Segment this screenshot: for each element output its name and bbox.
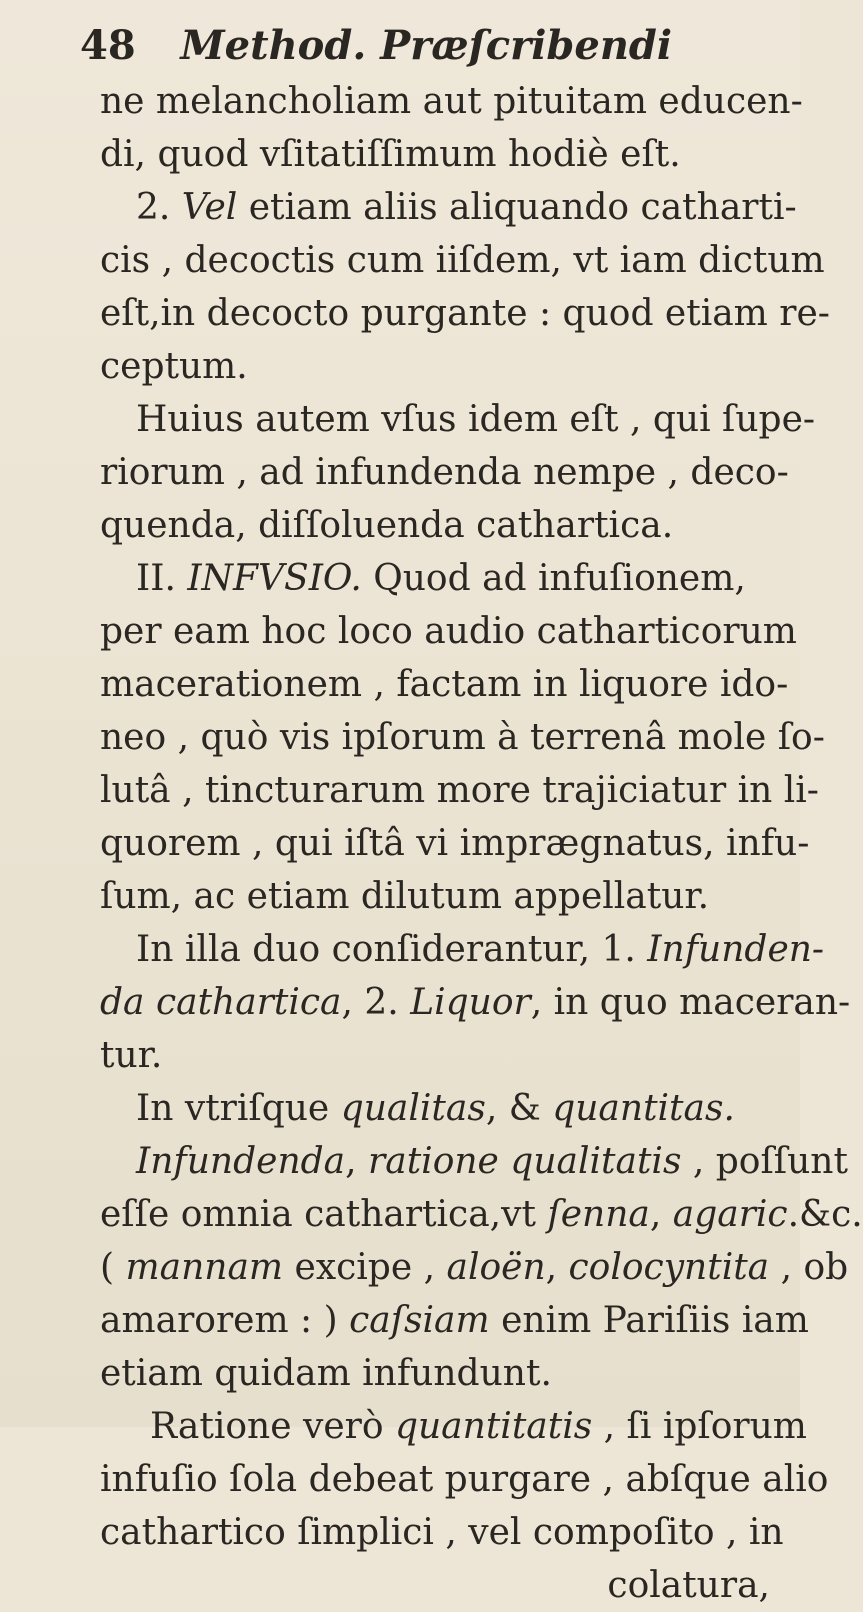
body-text: [100, 75, 863, 1612]
text-segment: .&c.: [787, 1194, 863, 1235]
italic-text: mannam: [125, 1247, 284, 1288]
text-segment: ne melancholiam aut pituitam educen-: [100, 81, 803, 122]
text-segment: (: [100, 1247, 126, 1288]
text-segment: II.: [136, 558, 188, 599]
text-line: [100, 446, 800, 499]
text-line: [100, 764, 819, 817]
text-segment: , poſſunt: [681, 1141, 848, 1182]
text-segment: Ratione verò: [150, 1406, 395, 1447]
italic-text: ratione qualitatis: [368, 1141, 682, 1182]
text-segment: quorem , qui iſtâ vi imprægnatus, infu-: [100, 823, 810, 864]
italic-text: INFVSIO.: [187, 558, 362, 599]
text-line: [100, 1241, 849, 1294]
text-line: [100, 976, 851, 1029]
text-line: [100, 1135, 848, 1188]
italic-text: Liquor: [410, 982, 531, 1023]
italic-text: da cathartica: [100, 982, 342, 1023]
text-line: [100, 817, 810, 870]
text-line: [100, 499, 800, 552]
text-segment: cis , decoctis cum iiſdem, vt iam dictum: [100, 240, 825, 281]
text-segment: 2.: [136, 187, 182, 228]
text-line: [100, 1029, 800, 1082]
text-line: [100, 287, 830, 340]
text-line: [100, 75, 803, 128]
text-segment: etiam aliis aliquando catharti-: [237, 187, 797, 228]
page-header: [80, 18, 760, 74]
text-segment: Huius autem vſus idem eſt , qui ſupe-: [136, 399, 816, 440]
text-segment: eſt,in decocto purgante : quod etiam re-: [100, 293, 830, 334]
running-title: Method. Præſcribendi: [180, 22, 673, 69]
text-segment: etiam quidam infundunt.: [100, 1353, 552, 1394]
text-line: [100, 605, 800, 658]
text-segment: , &: [485, 1088, 553, 1129]
text-segment: ,: [545, 1247, 569, 1288]
text-segment: ,: [345, 1141, 369, 1182]
text-segment: neo , quò vis ipſorum à terrenâ mole ſo-: [100, 717, 825, 758]
italic-text: aloën: [446, 1247, 546, 1288]
text-segment: macerationem , factam in liquore ido-: [100, 664, 789, 705]
text-segment: amarorem : ): [100, 1300, 350, 1341]
text-line: [100, 658, 800, 711]
text-line: [100, 1082, 800, 1135]
text-segment: In illa duo conſiderantur, 1.: [136, 929, 648, 970]
text-segment: excipe ,: [283, 1247, 447, 1288]
italic-text: agaric: [672, 1194, 788, 1235]
text-segment: per eam hoc loco audio catharticorum: [100, 611, 797, 652]
italic-text: caſsiam: [349, 1300, 490, 1341]
italic-text: Vel: [181, 187, 238, 228]
text-segment: Quod ad infuſionem,: [361, 558, 746, 599]
text-line: [100, 1400, 807, 1453]
text-line: [100, 1559, 800, 1612]
text-segment: ceptum.: [100, 346, 248, 387]
italic-text: Infundenda: [136, 1141, 346, 1182]
text-segment: enim Pariſiis iam: [489, 1300, 809, 1341]
page-number: 48: [80, 22, 136, 69]
italic-text: ſenna: [547, 1194, 650, 1235]
text-segment: tur.: [100, 1035, 163, 1076]
text-line: [100, 552, 800, 605]
text-segment: riorum , ad infundenda nempe , deco-: [100, 452, 789, 493]
text-segment: In vtriſque: [136, 1088, 341, 1129]
italic-text: quantitatis: [394, 1406, 593, 1447]
text-line: [100, 1347, 800, 1400]
italic-text: Infunden-: [647, 929, 825, 970]
text-segment: lutâ , tincturarum more trajiciatur in li-: [100, 770, 819, 811]
text-line: [100, 234, 825, 287]
text-segment: , in quo maceran-: [530, 982, 851, 1023]
text-segment: infuſio ſola debeat purgare , abſque alio: [100, 1459, 829, 1500]
text-segment: ,: [649, 1194, 673, 1235]
text-segment: ſum, ac etiam dilutum appellatur.: [100, 876, 710, 917]
text-line: [100, 1506, 800, 1559]
text-segment: cathartico ſimplici , vel compoſito , in: [100, 1512, 784, 1553]
text-segment: di, quod vſitatiſſimum hodiè eſt.: [100, 134, 681, 175]
text-line: [100, 1294, 809, 1347]
text-line: [100, 923, 825, 976]
text-line: [100, 711, 825, 764]
text-segment: colatura,: [607, 1565, 770, 1606]
text-segment: , 2.: [341, 982, 411, 1023]
italic-text: qualitas: [340, 1088, 486, 1129]
text-line: [100, 1188, 863, 1241]
text-line: [100, 1453, 829, 1506]
text-segment: , ſi ipſorum: [592, 1406, 807, 1447]
text-line: [100, 340, 800, 393]
text-line: [100, 128, 800, 181]
text-segment: , ob: [769, 1247, 849, 1288]
italic-text: quantitas.: [552, 1088, 735, 1129]
text-segment: quenda, diſſoluenda cathartica.: [100, 505, 674, 546]
text-line: [100, 181, 800, 234]
italic-text: colocyntita: [568, 1247, 770, 1288]
text-segment: eſſe omnia cathartica,vt: [100, 1194, 548, 1235]
text-line: [100, 870, 800, 923]
text-line: [100, 393, 816, 446]
